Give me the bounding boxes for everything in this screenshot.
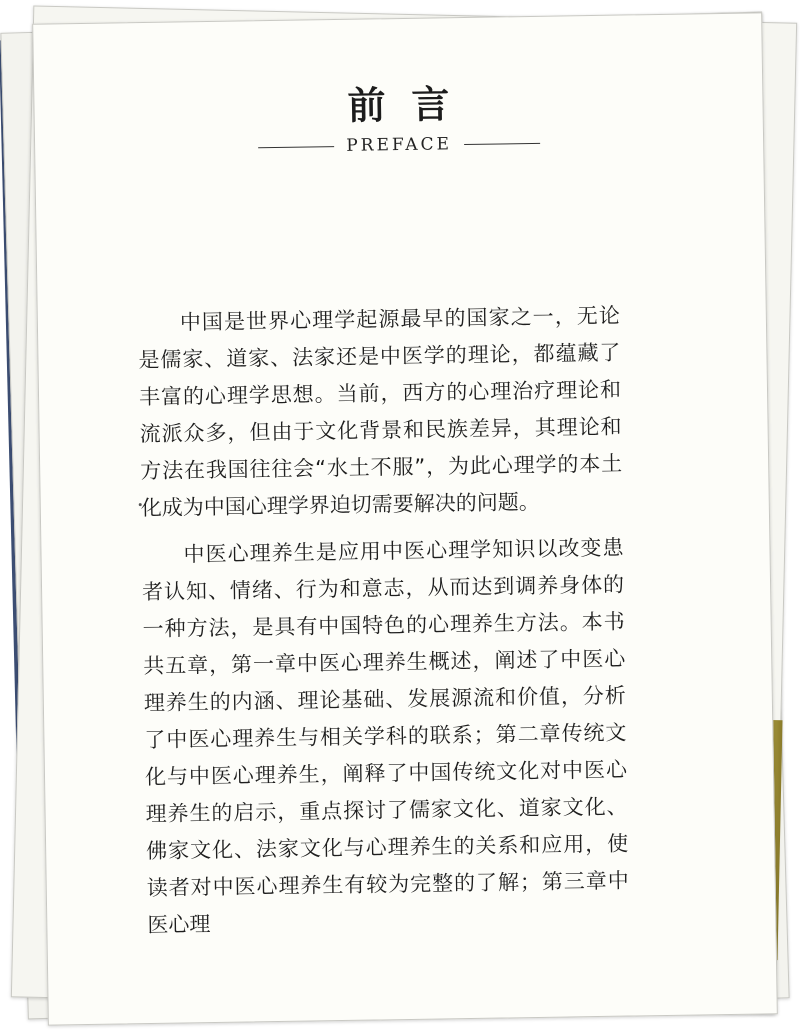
divider-right xyxy=(464,142,540,144)
page-title: 前言 xyxy=(347,80,476,128)
preface-body xyxy=(138,298,630,954)
paragraph: 中国是世界心理学起源最早的国家之一，无论是儒家、道家、法家还是中医学的理论，都蕴藏了丰富的心理学思想。当前，西方的心理治疗理论和流派众多，但由于文化背景和民族差异，其理论和方法在我国往往会“水土不服”，为此心理学的本土化成为中国心理学界迫切需要解决的问题。 xyxy=(138,303,623,521)
page-subtitle: PREFACE xyxy=(346,134,453,156)
page-heading xyxy=(34,75,763,160)
divider-left xyxy=(258,146,334,148)
subtitle-row xyxy=(35,129,763,160)
preface-page xyxy=(32,12,778,1025)
paragraph: 中医心理养生是应用中医心理学知识以改变患者认知、情绪、行为和意志，从而达到调养身体的一种方法，是具有中国特色的心理养生方法。本书共五章，第一章中医心理养生概述，阐述了中医心理养生的内涵、理论基础、发展源流和价值，分析了中医心理养生与相关学科的联系；第二章传统文化与中医心理养生，阐释了中国传统文化对中医心理养生的启示，重点探讨了儒家文化、道家文化、佛家文化、法家文化与心理养生的关系和应用，使读者对中医心理养生有较为完整的了解；第三章中医心理 xyxy=(141,535,629,938)
